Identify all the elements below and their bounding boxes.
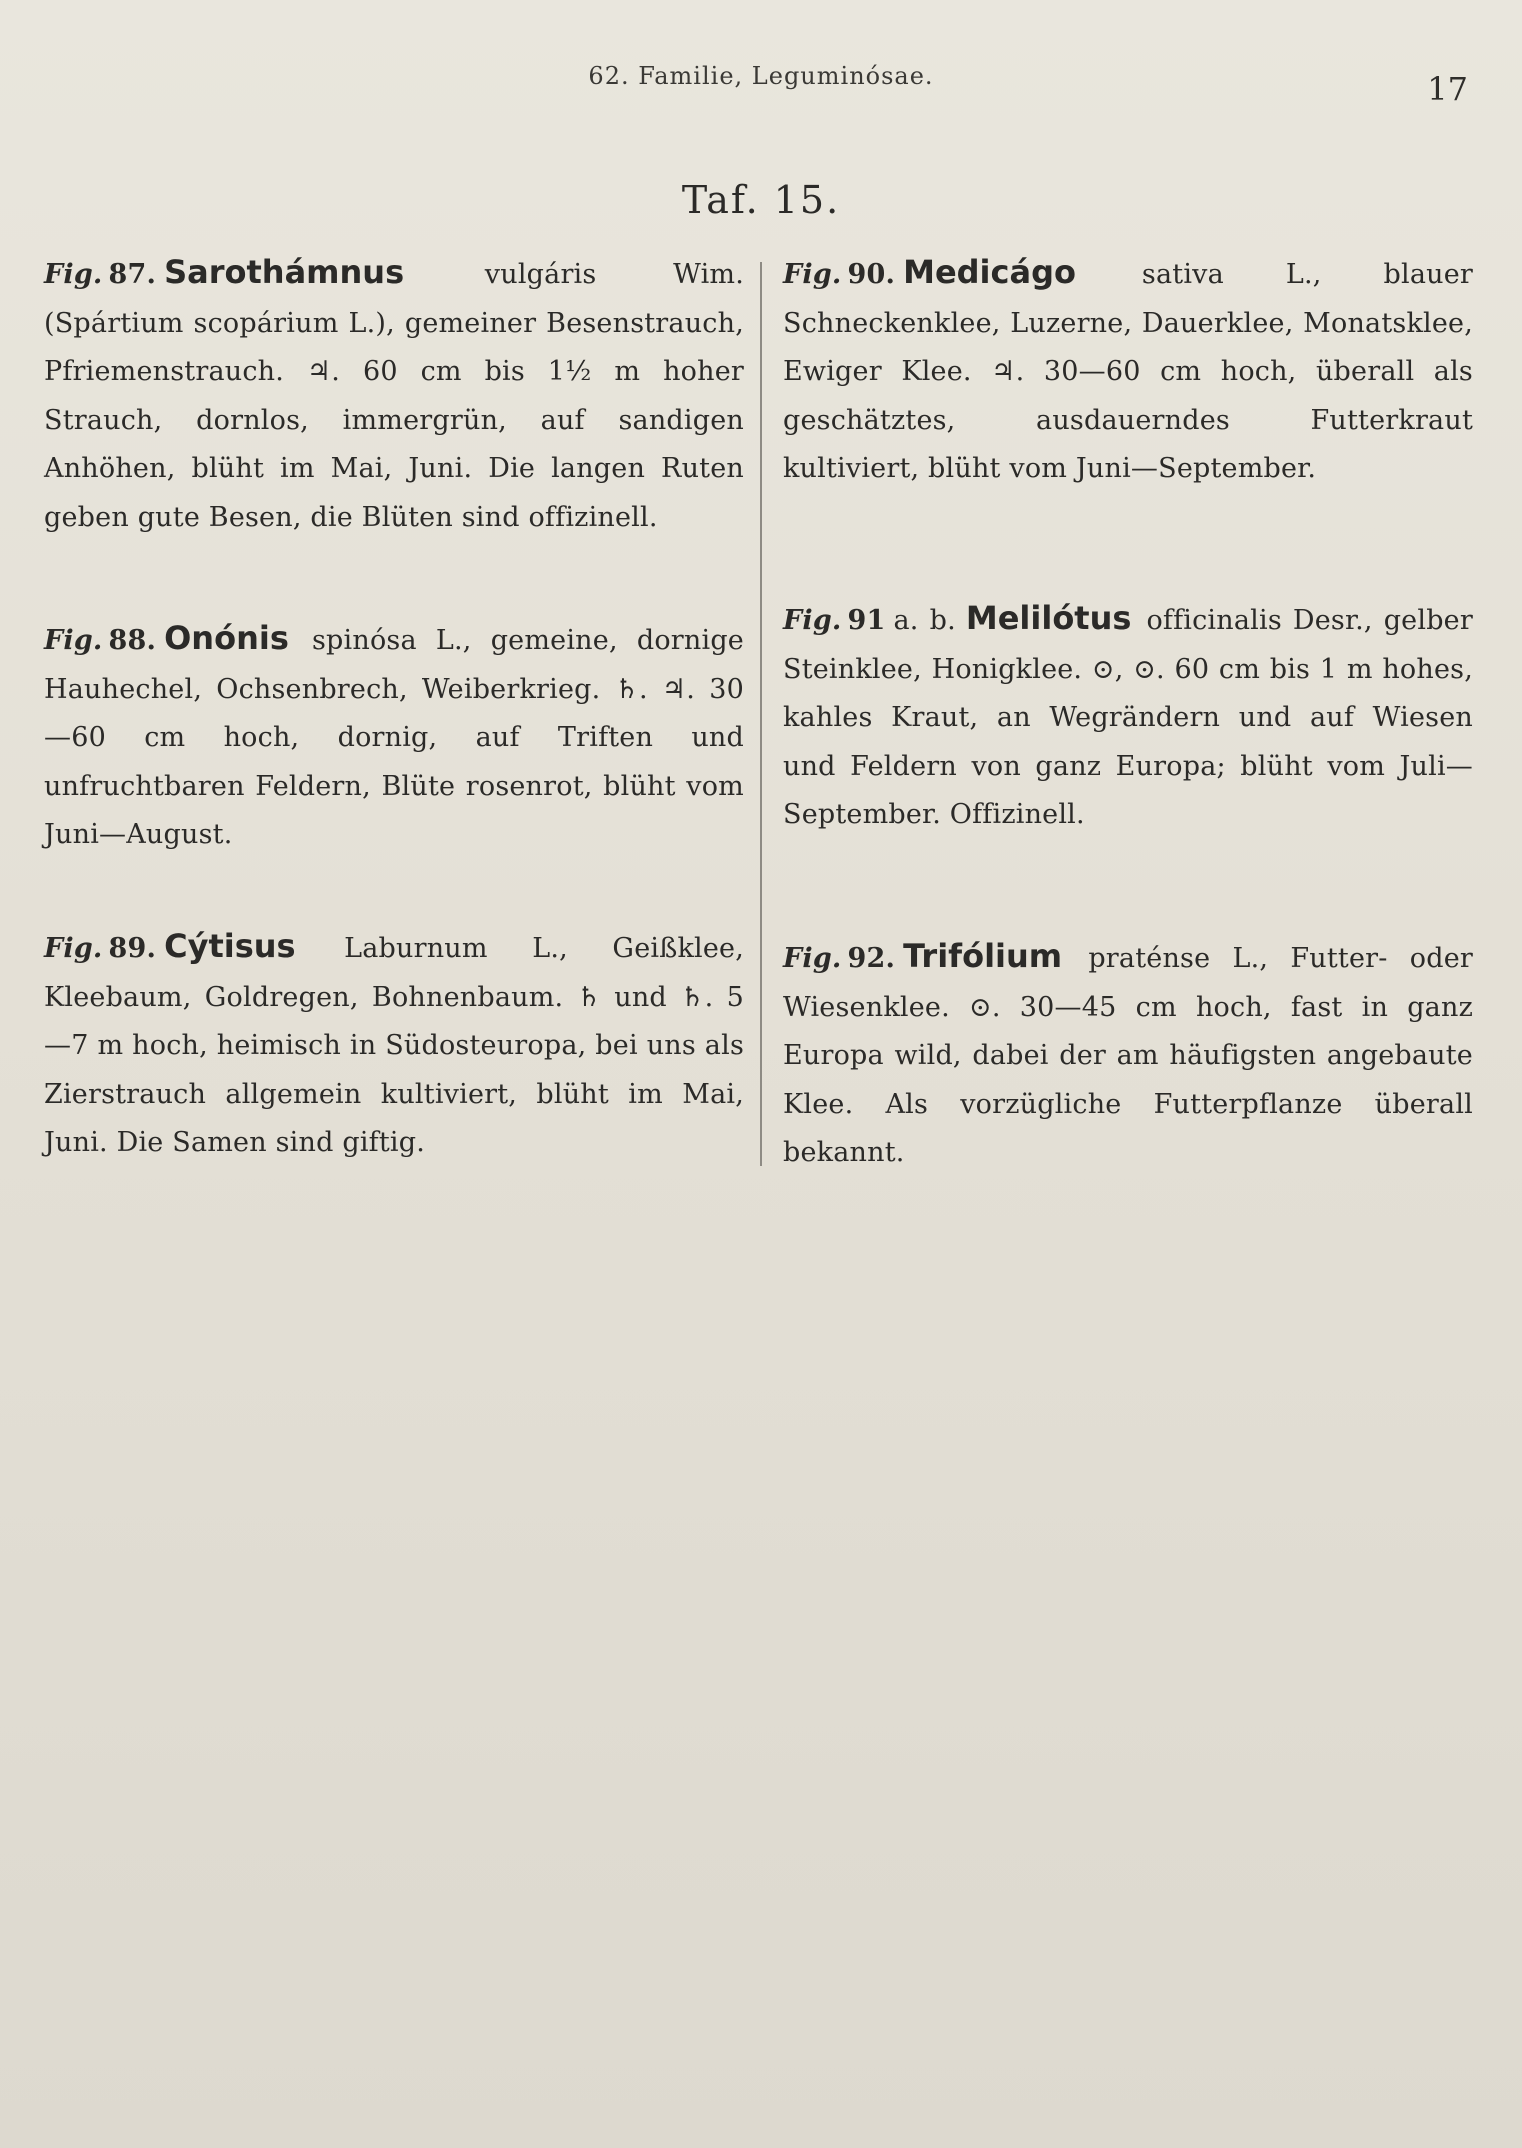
entry-text: officinalis Desr., gelber Steinklee, Honigklee. ⊙, ⊙. 60 cm bis 1 m hohes, kahles Kraut, an Wegrändern und auf Wiesen und Feldern von ganz Europa; blüht vom Juli—September. Offizinell. (783, 605, 1473, 830)
fig-label: Fig. (783, 943, 842, 974)
entry-text: sativa L., blauer Schneckenklee, Luzerne, Dauerklee, Monatsklee, Ewiger Klee. ♃. 30—60 cm hoch, überall als geschätztes, ausdauerndes Futterkraut kultiviert, blüht vom Juni—September. (783, 259, 1473, 484)
entry-text: vulgáris Wim. (Spártium scopárium L.), gemeiner Besenstrauch, Pfriemenstrauch. ♃. 60 cm bis 1½ m hoher Strauch, dornlos, immergrün, auf sandigen Anhöhen, blüht im Mai, Juni. Die langen Ruten geben gute Besen, die Blüten sind offizinell. (44, 259, 744, 533)
genus-name: Sarothámnus (164, 253, 405, 291)
column-divider (760, 262, 762, 1166)
fig-label: Fig. (44, 625, 103, 656)
fig-label: Fig. (44, 933, 103, 964)
entry-fig-89 (44, 922, 744, 1168)
fig-number: 91 (847, 605, 886, 636)
fig-label: Fig. (783, 605, 842, 636)
fig-label: Fig. (44, 259, 103, 290)
running-head: 62. Familie, Leguminósae. (588, 62, 934, 90)
entry-fig-92 (783, 932, 1473, 1178)
genus-name: Melilótus (965, 599, 1132, 637)
page-number: 17 (1427, 70, 1468, 108)
genus-name: Cýtisus (164, 927, 296, 965)
fig-number: 92. (847, 943, 896, 974)
entry-fig-87 (44, 248, 744, 542)
fig-number: 88. (108, 625, 157, 656)
fig-number: 87. (108, 259, 157, 290)
entry-fig-91 (783, 594, 1473, 840)
entry-text: praténse L., Futter- oder Wiesenklee. ⊙. 30—45 cm hoch, fast in ganz Europa wild, dabei der am häufigsten angebaute Klee. Als vorzügliche Futterpflanze überall bekannt. (783, 943, 1473, 1168)
fig-number: 90. (847, 259, 896, 290)
fig-label: Fig. (783, 259, 842, 290)
fig-number: 89. (108, 933, 157, 964)
genus-name: Onónis (164, 619, 289, 657)
entry-fig-90 (783, 248, 1473, 494)
fig-subparts: a. b. (893, 605, 956, 636)
plate-title: Taf. 15. (681, 178, 841, 222)
entry-text: Laburnum L., Geißklee, Kleebaum, Goldregen, Bohnenbaum. ♄ und ♄. 5—7 m hoch, heimisch in Südosteuropa, bei uns als Zierstrauch allgemein kultiviert, blüht im Mai, Juni. Die Samen sind giftig. (44, 933, 744, 1158)
genus-name: Trifólium (903, 937, 1063, 975)
entry-fig-88 (44, 614, 744, 860)
genus-name: Medicágo (903, 253, 1076, 291)
entry-text: spinósa L., gemeine, dornige Hauhechel, Ochsenbrech, Weiberkrieg. ♄. ♃. 30—60 cm hoch, dornig, auf Triften und unfruchtbaren Feldern, Blüte rosenrot, blüht vom Juni—August. (44, 625, 744, 850)
